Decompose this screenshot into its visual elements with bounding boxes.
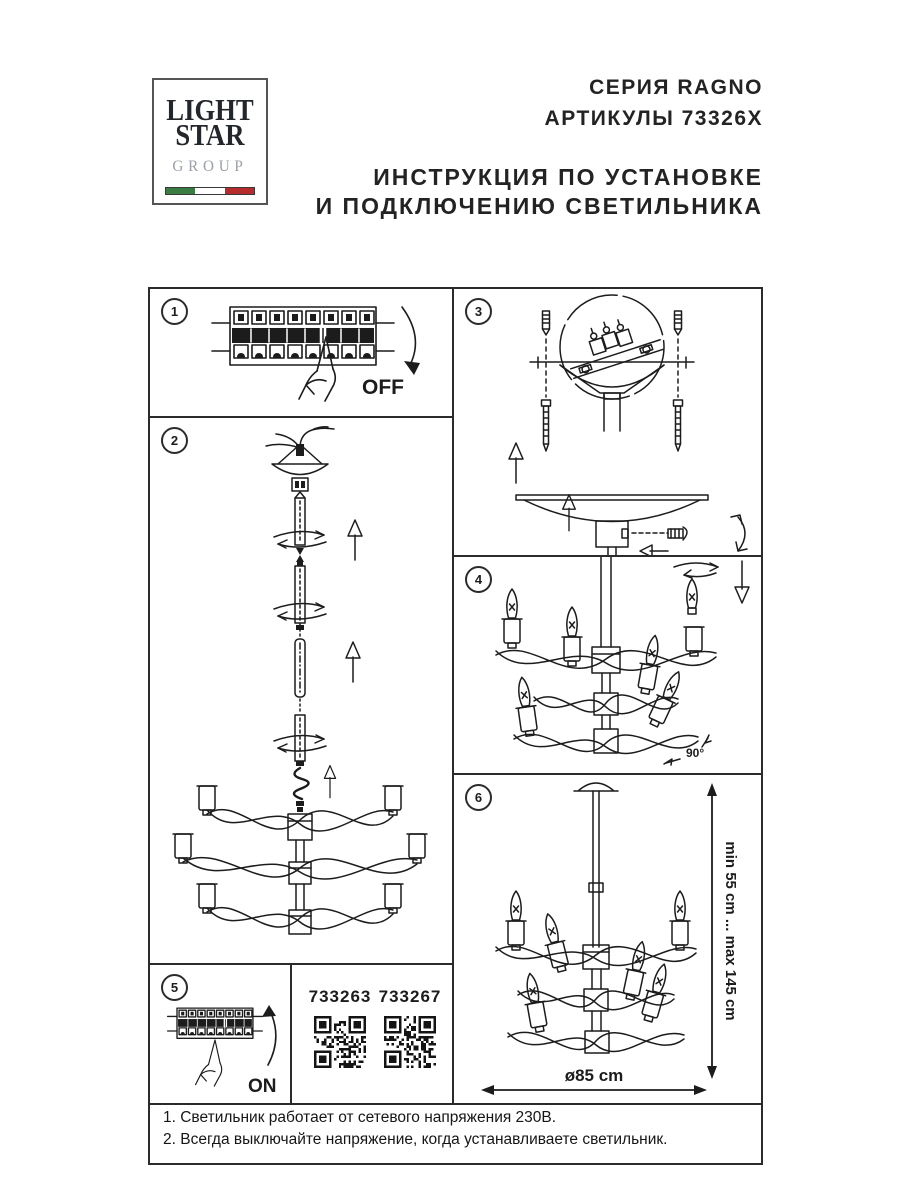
- series-title: СЕРИЯ RAGNO: [589, 76, 763, 99]
- lightstar-logo: [152, 78, 268, 205]
- on-label: ON: [248, 1076, 277, 1097]
- breaker-off-diagram: [150, 289, 452, 416]
- logo-light: LIGHT: [166, 92, 254, 127]
- step-2-panel: [150, 418, 452, 963]
- step-6-panel: [454, 775, 761, 1103]
- angle-label: 90°: [686, 746, 705, 760]
- step-3-badge: 3: [465, 298, 492, 325]
- articles-title: АРТИКУЛЫ 73326X: [544, 107, 763, 130]
- step-1-badge: 1: [161, 298, 188, 325]
- rod-assembly-diagram: [150, 418, 452, 963]
- step-2-badge: 2: [161, 427, 188, 454]
- instruction-line-2: И ПОДКЛЮЧЕНИЮ СВЕТИЛЬНИКА: [315, 193, 763, 219]
- instruction-title: [316, 163, 763, 221]
- article-code-733263: 733263: [308, 987, 372, 1006]
- ceiling-mount-diagram: [454, 289, 761, 555]
- qr-code-733263: [314, 1016, 366, 1068]
- note-2: 2. Всегда выключайте напряжение, когда устанавливаете светильник.: [163, 1131, 668, 1148]
- off-label: OFF: [362, 376, 404, 399]
- instruction-line-1: ИНСТРУКЦИЯ ПО УСТАНОВКЕ: [373, 164, 763, 190]
- step-5-badge: 5: [161, 974, 188, 1001]
- logo-star: STAR: [175, 117, 245, 152]
- step-4-panel: [454, 557, 761, 773]
- qr-item-733263: [305, 987, 375, 1073]
- header-series-block: [545, 72, 763, 134]
- step-5-panel: [150, 965, 290, 1103]
- diameter-dimension-label: ø85 cm: [564, 1066, 624, 1085]
- qr-panel: [292, 965, 452, 1103]
- bulb-install-diagram: [454, 557, 761, 773]
- divider-notes: [148, 1103, 763, 1105]
- note-1: 1. Светильник работает от сетевого напряжения 230В.: [163, 1109, 557, 1126]
- footer-notes: [150, 1107, 763, 1151]
- qr-code-733267: [384, 1016, 436, 1068]
- step-3-panel: [454, 289, 761, 555]
- step-6-badge: 6: [465, 784, 492, 811]
- qr-item-733267: [375, 987, 445, 1073]
- height-dimension-label: min 55 cm ... max 145 cm: [722, 841, 739, 1021]
- article-code-733267: 733267: [378, 987, 442, 1006]
- italian-flag-bar: [165, 187, 255, 195]
- logo-group: GROUP: [172, 158, 248, 175]
- final-dimensions-diagram: [454, 775, 761, 1103]
- step-1-panel: [150, 289, 452, 416]
- step-4-badge: 4: [465, 566, 492, 593]
